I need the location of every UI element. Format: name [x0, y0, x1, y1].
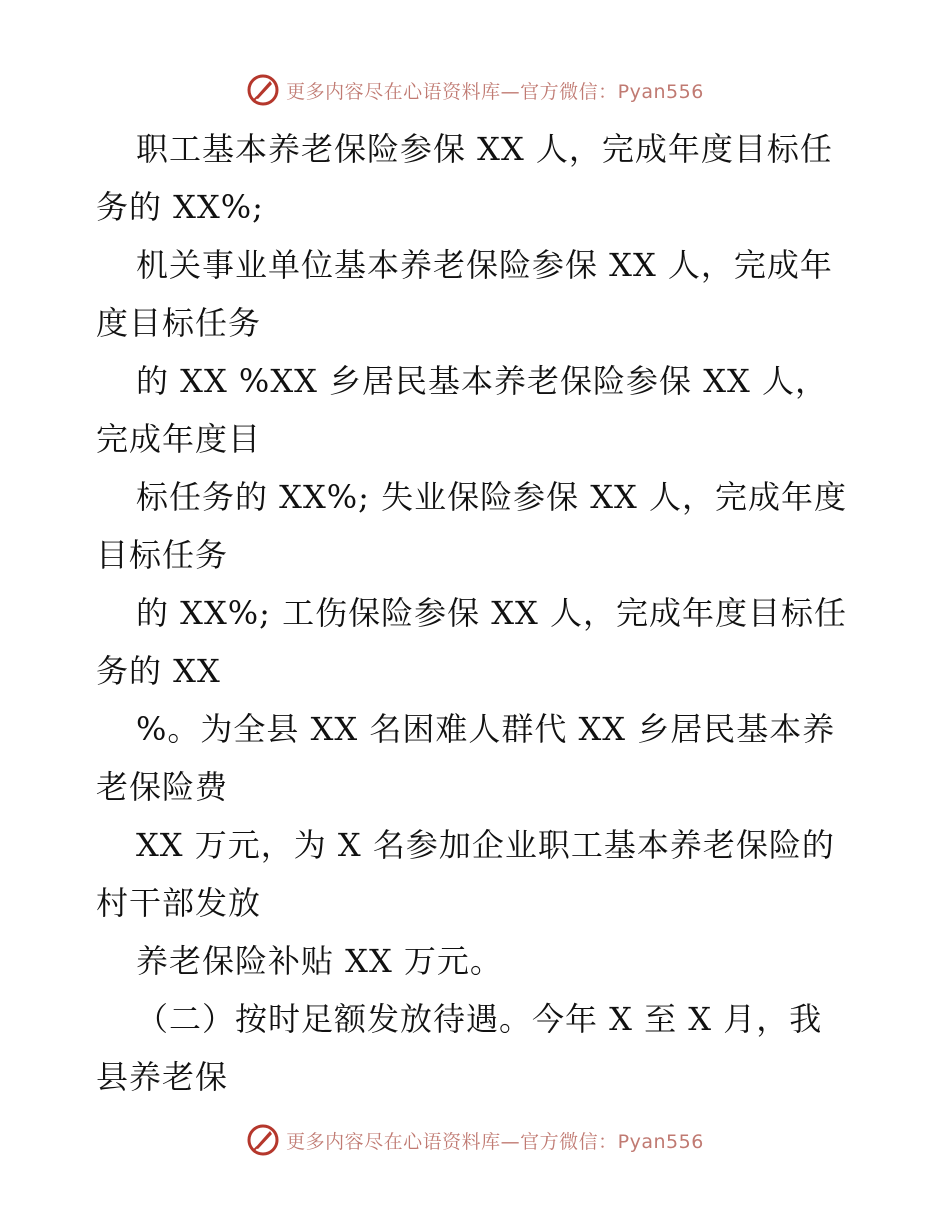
text-line: 目标任务 — [96, 536, 229, 574]
quill-logo-icon — [246, 73, 280, 107]
text-line: %。为全县 XX 名困难人群代 XX 乡居民基本养 — [136, 710, 836, 748]
text-line: 村干部发放 — [96, 884, 262, 922]
document-body — [96, 120, 856, 1106]
text-line: XX 万元，为 X 名参加企业职工基本养老保险的 — [136, 826, 835, 864]
text-line: （二）按时足额发放待遇。今年 X 至 X 月，我 — [136, 1000, 823, 1038]
watermark-header — [0, 70, 950, 110]
text-line: 老保险费 — [96, 768, 229, 806]
quill-logo-icon — [246, 1123, 280, 1157]
text-line: 完成年度目 — [96, 420, 262, 458]
text-line: 机关事业单位基本养老保险参保 XX 人，完成年 — [136, 246, 833, 284]
text-line: 的 XX%; 工伤保险参保 XX 人，完成年度目标任 — [136, 594, 848, 632]
watermark-text: 更多内容尽在心语资料库—官方微信：Pyan556 — [286, 80, 704, 103]
text-line: 标任务的 XX%; 失业保险参保 XX 人，完成年度 — [136, 478, 848, 516]
watermark-text: 更多内容尽在心语资料库—官方微信：Pyan556 — [286, 1130, 704, 1153]
text-line: 度目标任务 — [96, 304, 262, 342]
text-line: 务的 XX%; — [96, 188, 264, 226]
text-line: 务的 XX — [96, 652, 221, 690]
text-line: 县养老保 — [96, 1058, 229, 1096]
text-line: 养老保险补贴 XX 万元。 — [136, 942, 503, 980]
text-line: 职工基本养老保险参保 XX 人，完成年度目标任 — [136, 130, 833, 168]
watermark-footer — [0, 1120, 950, 1160]
text-line: 的 XX %XX 乡居民基本养老保险参保 XX 人， — [136, 362, 828, 400]
